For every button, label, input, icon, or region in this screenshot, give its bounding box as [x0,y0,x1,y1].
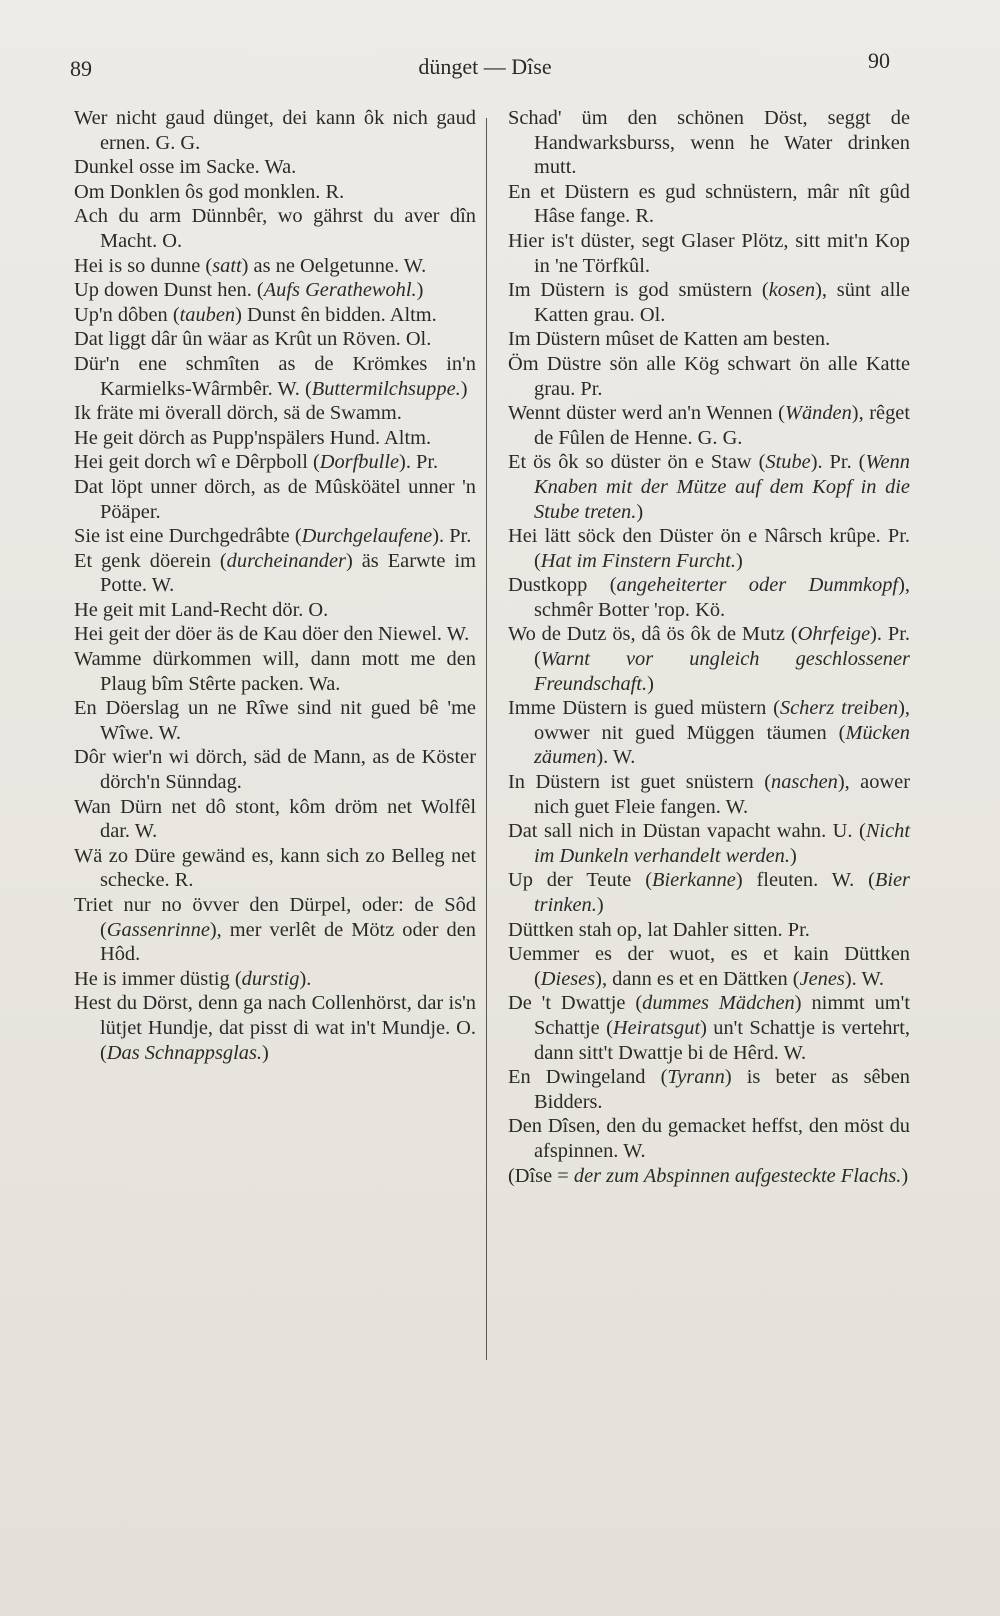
entry-text: Hei lätt söck den Düster ön e Nârsch krûpe. Pr. ( [508,525,910,572]
entry-gloss: Aufs Gerathewohl. [263,279,417,302]
proverb-entry [508,327,910,352]
entry-gloss: Wänden [784,402,852,425]
entry-gloss: durcheinander [226,549,346,572]
entry-text: Hest du Dörst, denn ga nach Collenhörst, dar is'n lütjet Hundje, dat pisst di wat in't Mundje. O. ( [74,992,476,1064]
entry-text: ) nimmt um't Schattje ( [534,992,910,1039]
entry-text: ). W. [596,746,636,769]
entry-gloss: tauben [179,303,236,326]
right-column [508,106,910,1188]
entry-text: ), dann es et en Dättken ( [595,967,800,990]
entry-text: Im Düstern is god smüstern ( [508,279,769,302]
entry-text: Up der Teute ( [508,869,653,892]
entry-text: ), mer verlêt de Mötz oder den Hôd. [100,918,476,966]
entry-text: (Dîse = [508,1164,574,1187]
entry-text: Wo de Dutz ös, dâ ös ôk de Mutz ( [508,623,798,646]
proverb-entry [508,942,910,991]
proverb-entry [508,1114,910,1163]
proverb-entry [74,549,476,598]
entry-text: Düttken stah op, lat Dahler sitten. Pr. [508,918,810,941]
entry-text: Up'n dôben ( [74,303,180,326]
proverb-entry [74,524,476,549]
entry-text: Wä zo Düre gewänd es, kann sich zo Belleg net schecke. R. [74,844,476,892]
entry-text: ) [647,672,654,695]
running-title: dünget — Dîse [418,54,552,79]
page-header [70,48,900,88]
proverb-entry [508,450,910,524]
entry-text: ) [416,279,424,302]
entry-text: Dustkopp ( [508,574,617,597]
proverb-entry [74,795,476,844]
proverb-entry [74,352,476,401]
proverb-entry [508,770,910,819]
entry-gloss: Dieses [540,967,596,990]
proverb-entry [74,426,476,451]
column-divider [486,118,487,1360]
proverb-entry [74,844,476,893]
proverb-entry [508,401,910,450]
entry-text: Uemmer es der wuot, es et kain Düttken ( [508,943,910,990]
entry-gloss: Hat im Finstern Furcht. [540,549,737,572]
entry-text: Ik fräte mi överall dörch, sä de Swamm. [74,402,402,425]
entry-gloss: Gassenrinne [106,918,210,941]
entry-text: Dunkel osse im Sacke. Wa. [74,156,297,179]
entry-gloss: Warnt vor ungleich geschlossener Freundschaft. [534,648,910,695]
entry-text: Et genk döerein ( [74,549,227,572]
entry-text: Dat sall nich in Düstan vapacht wahn. U. ( [508,820,866,843]
entry-text: Up dowen Dunst hen. ( [74,279,264,302]
entry-gloss: satt [212,254,242,277]
proverb-entry [74,254,476,279]
entry-gloss: Buttermilchsuppe. [311,377,461,400]
proverb-entry [508,229,910,278]
proverb-entry [508,106,910,180]
entry-text: ) [736,549,743,572]
proverb-entry [74,180,476,205]
entry-text: Wan Dürn net dô stont, kôm dröm net Wolfêl dar. W. [74,795,476,843]
proverb-entry [74,155,476,180]
proverb-entry [74,278,476,303]
entry-text: ). W. [844,967,884,990]
entry-text: ), owwer nit gued Müggen täumen ( [534,697,910,744]
entry-text: De 't Dwattje ( [508,992,643,1015]
entry-text: Om Donklen ôs god monklen. R. [74,180,345,203]
proverb-entry [508,524,910,573]
proverb-entry [508,868,910,917]
entry-text: ) un't Schattje is vertehrt, dann sitt't Dwattje bi de Hêrd. W. [534,1016,910,1064]
proverb-entry [74,204,476,253]
entry-gloss: Stube [765,451,811,474]
entry-gloss: Tyrann [667,1066,725,1089]
entry-gloss: Das Schnappsglas. [106,1041,262,1064]
entry-text: Hei geit dorch wî e Dêrpboll ( [74,451,320,474]
entry-gloss: durstig [241,967,300,990]
entry-text: He geit dörch as Pupp'nspälers Hund. Altm. [74,426,432,449]
entry-text: ) [460,377,468,400]
proverb-entry [508,1065,910,1114]
proverb-entry [74,893,476,967]
entry-text: ), sünt alle Katten grau. Ol. [534,279,910,326]
entry-gloss: Ohrfeige [797,623,871,646]
proverb-entry [74,450,476,475]
entry-text: Wer nicht gaud dünget, dei kann ôk nich gaud ernen. G. G. [74,107,476,154]
proverb-entry [508,352,910,401]
entry-text: Dat liggt dâr ûn wäar as Krût un Röven. Ol. [74,328,432,351]
entry-text: He geit mit Land-Recht dör. O. [74,598,329,621]
entry-gloss: Dorfbulle [319,451,400,474]
entry-text: Sie ist eine Durchgedrâbte ( [74,525,302,548]
proverb-entry [508,696,910,770]
entry-text: ) [262,1041,269,1064]
entry-text: Triet nur no övver den Dürpel, oder: de Sôd ( [74,894,476,941]
left-column [74,106,476,1065]
entry-text: Dat löpt unner dörch, as de Mûsköätel unner 'n Pöäper. [74,475,476,523]
entry-text: ). Pr. [399,451,439,474]
entry-text: Imme Düstern is gued müstern ( [508,697,780,720]
entry-text: En Döerslag un ne Rîwe sind nit gued bê 'me Wîwe. W. [74,697,476,744]
entry-text: ) is beter as sêben Bidders. [534,1066,910,1113]
entry-text: Wamme dürkommen will, dann mott me den Plaug bîm Stêrte packen. Wa. [74,648,476,695]
right-page-number: 90 [868,48,890,73]
entry-text: ) [596,894,604,916]
entry-text: ). Pr. ( [534,623,911,671]
proverb-entry [508,278,910,327]
entry-gloss: Bierkanne [652,869,736,892]
entry-text: He is immer düstig ( [74,967,242,990]
entry-text: ) Dunst ên bidden. Altm. [235,303,437,326]
proverb-entry [508,622,910,696]
proverb-entry [74,696,476,745]
entry-text: Ach du arm Dünnbêr, wo gährst du aver dîn Macht. O. [74,205,476,252]
entry-text: ) [901,1164,909,1187]
entry-text: Hier is't düster, segt Glaser Plötz, sitt mit'n Kop in 'ne Törfkûl. [508,229,910,277]
entry-gloss: Mücken zäumen [534,721,910,769]
proverb-entry [74,622,476,647]
proverb-entry [74,991,476,1065]
entry-text: ) äs Earwte im Potte. W. [100,549,476,597]
proverb-entry [74,327,476,352]
entry-text: ) as ne Oelgetunne. W. [241,254,427,277]
proverb-entry [74,303,476,328]
entry-text: Hei geit der döer äs de Kau döer den Niewel. W. [74,623,470,646]
proverb-entry [74,401,476,426]
proverb-entry [508,180,910,229]
proverb-entry [74,598,476,623]
entry-text: ), schmêr Botter 'rop. Kö. [534,574,910,621]
proverb-entry [508,573,910,622]
entry-text: Dôr wier'n wi dörch, säd de Mann, as de Köster dörch'n Sünndag. [74,746,476,794]
entry-gloss: dummes Mädchen [642,992,795,1015]
entry-text: ). Pr. ( [810,451,866,474]
left-page-number: 89 [70,56,92,81]
entry-gloss: Bier trinken. [534,869,910,916]
entry-text: ). [299,967,312,990]
proverb-entry [74,745,476,794]
entry-gloss: kosen [768,279,816,302]
entry-text: Schad' üm den schönen Döst, seggt de Handwarksburss, wenn he Water drinken mutt. [508,107,910,179]
entry-text: En et Düstern es gud schnüstern, mâr nît gûd Hâse fange. R. [508,180,910,228]
entry-text: ) [636,500,644,523]
proverb-entry [508,819,910,868]
entry-text: ), rêget de Fûlen de Henne. G. G. [534,402,910,449]
entry-text: Öm Düstre sön alle Kög schwart ön alle Katte grau. Pr. [508,352,910,400]
proverb-entry [74,475,476,524]
entry-gloss: Nicht im Dunkeln verhandelt werden. [534,820,910,867]
proverb-entry [508,991,910,1065]
entry-gloss: der zum Abspinnen aufgesteckte Flachs. [573,1164,902,1187]
proverb-entry [74,647,476,696]
entry-text: ) [789,844,797,867]
entry-text: En Dwingeland ( [508,1066,668,1089]
entry-gloss: naschen [771,771,838,794]
entry-text: ). Pr. [432,525,472,548]
proverb-entry [508,918,910,943]
proverb-entry [508,1164,910,1189]
entry-text: Dür'n ene schmîten as de Krömkes in'n Karmielks-Wârmbêr. W. ( [74,352,476,400]
entry-text: Im Düstern mûset de Katten am besten. [508,328,831,351]
entry-text: Wennt düster werd an'n Wennen ( [508,402,785,425]
entry-gloss: angeheiterter oder Dummkopf [616,574,899,597]
entry-text: ), aower nich guet Fleie fangen. W. [534,771,910,818]
proverb-entry [74,967,476,992]
entry-text: Den Dîsen, den du gemacket heffst, den möst du afspinnen. W. [508,1115,910,1162]
entry-gloss: Jenes [799,967,845,990]
entry-text: ) fleuten. W. ( [735,869,875,892]
entry-gloss: Wenn Knaben mit der Mütze auf dem Kopf in die Stube treten. [534,451,910,523]
entry-gloss: Scherz treiben [779,697,899,720]
entry-text: Et ös ôk so düster ön e Staw ( [508,451,766,474]
entry-text: In Düstern ist guet snüstern ( [508,771,771,794]
entry-text: Hei is so dunne ( [74,254,213,277]
entry-gloss: Durchgelaufene [301,525,433,548]
proverb-entry [74,106,476,155]
entry-gloss: Heiratsgut [612,1016,701,1039]
